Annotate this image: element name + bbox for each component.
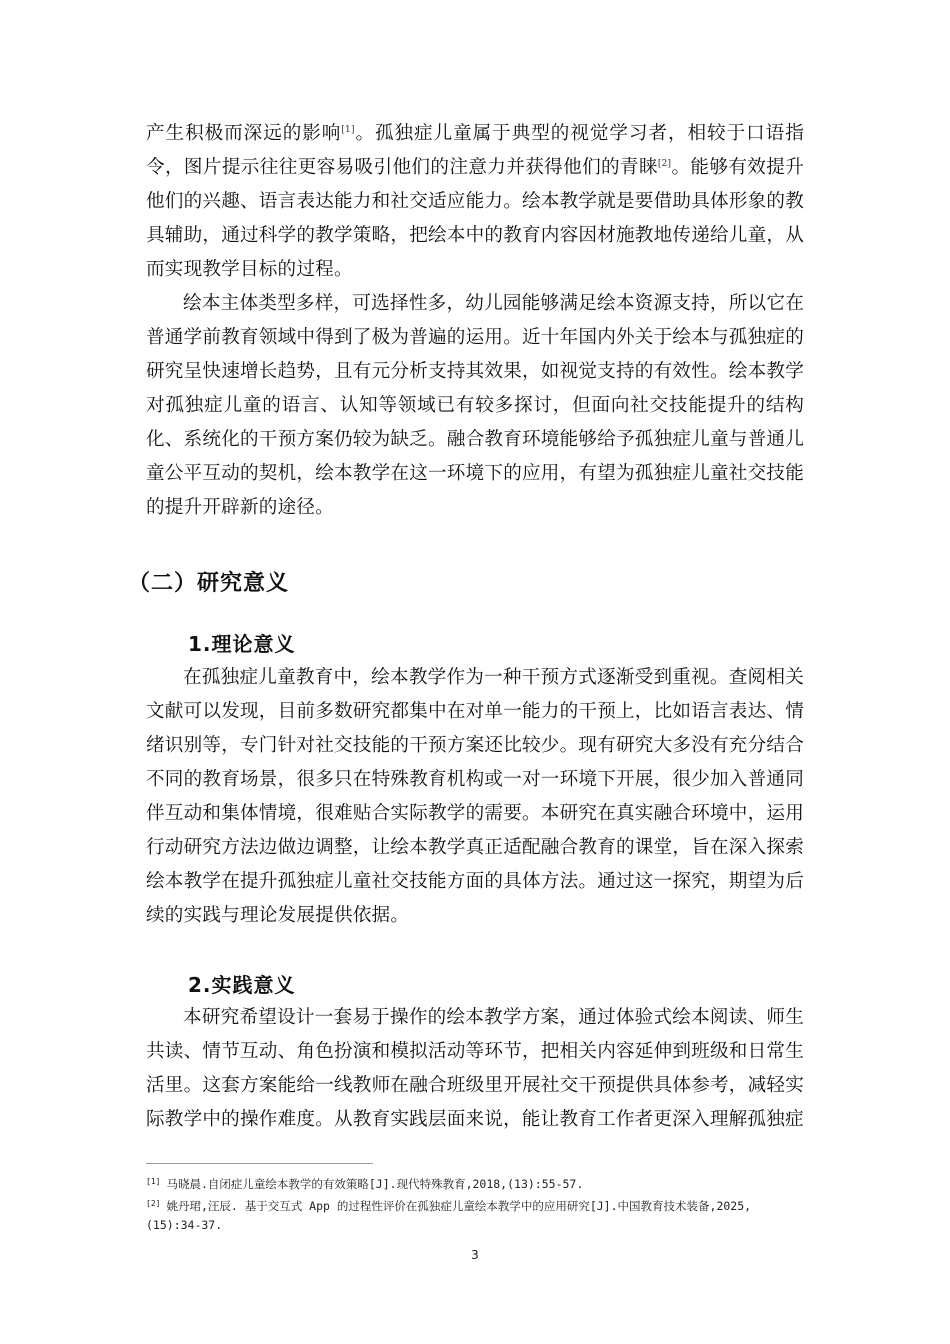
paragraph-3: 在孤独症儿童教育中，绘本教学作为一种干预方式逐渐受到重视。查阅相关文献可以发现，目前多数研究都集中在对单一能力的干预上，比如语言表达、情绪识别等，专门针对社交技能的干预方案还比较少。现有研究大多没有充分结合不同的教育场景，很多只在特殊教育机构或一对一环境下开展，很少加入普通同伴互动和集体情境，很难贴合实际教学的需要。本研究在真实融合环境中，运用行动研究方法边做边调整，让绘本教学真正适配融合教育的课堂，旨在深入探索绘本教学在提升孤独症儿童社交技能方面的具体方法。通过这一探究，期望为后续的实践与理论发展提供依据。 bbox=[146, 667, 804, 926]
paragraph-1-part-a: 产生积极而深远的影响 bbox=[146, 123, 342, 144]
footnote-ref-2[interactable]: [2] bbox=[657, 159, 672, 169]
footnote-2 bbox=[146, 1194, 806, 1235]
body-block-theory bbox=[146, 661, 804, 933]
footnote-separator bbox=[146, 1163, 373, 1164]
footnote-ref-1[interactable]: [1] bbox=[341, 125, 355, 135]
paragraph-4: 本研究希望设计一套易于操作的绘本教学方案，通过体验式绘本阅读、师生共读、情节互动、角色扮演和模拟活动等环节，把相关内容延伸到班级和日常生活里。这套方案能给一线教师在融合班级里开展社交干预提供具体参考，减轻实际教学中的操作难度。从教育实践层面来说，能让教育工作者更深入理解孤独症 bbox=[146, 1007, 804, 1130]
body-block-intro bbox=[146, 117, 804, 525]
section-heading-research-significance: （二）研究意义 bbox=[128, 571, 290, 596]
footnotes bbox=[146, 1172, 806, 1235]
page-number: 3 bbox=[471, 1248, 479, 1262]
subheading-practical-significance: 2.实践意义 bbox=[188, 973, 296, 997]
paragraph-1 bbox=[146, 117, 804, 287]
paragraph-1-part-b: 。孤独症儿童属于典型的视觉学习者，相较于口语指令，图片提示往往更容易吸引他们的注意力并获得他们的青睐 bbox=[146, 123, 804, 178]
paragraph-2: 绘本主体类型多样，可选择性多，幼儿园能够满足绘本资源支持，所以它在普通学前教育领域中得到了极为普遍的运用。近十年国内外关于绘本与孤独症的研究呈快速增长趋势，且有元分析支持其效果，如视觉支持的有效性。绘本教学对孤独症儿童的语言、认知等领域已有较多探讨，但面向社交技能提升的结构化、系统化的干预方案仍较为缺乏。融合教育环境能够给予孤独症儿童与普通儿童公平互动的契机，绘本教学在这一环境下的应用，有望为孤独症儿童社交技能的提升开辟新的途径。 bbox=[146, 293, 804, 518]
footnote-1-mark: [1] bbox=[146, 1177, 161, 1186]
footnote-1 bbox=[146, 1172, 806, 1194]
paragraph-1-part-c: 。能够有效提升他们的兴趣、语言表达能力和社交适应能力。绘本教学就是要借助具体形象的教具辅助，通过科学的教学策略，把绘本中的教育内容因材施教地传递给儿童，从而实现教学目标的过程。 bbox=[146, 157, 804, 280]
subheading-theoretical-significance: 1.理论意义 bbox=[188, 632, 296, 656]
footnote-2-mark: [2] bbox=[146, 1199, 161, 1208]
body-block-practice bbox=[146, 1001, 804, 1137]
footnote-2-text: 姚丹珺,汪辰. 基于交互式 App 的过程性评价在孤独症儿童绘本教学中的应用研究[J].中国教育技术装备,2025,(15):34-37. bbox=[146, 1199, 752, 1232]
footnote-1-text: 马晓晨.自闭症儿童绘本教学的有效策略[J].现代特殊教育,2018,(13):55-57. bbox=[166, 1177, 584, 1191]
